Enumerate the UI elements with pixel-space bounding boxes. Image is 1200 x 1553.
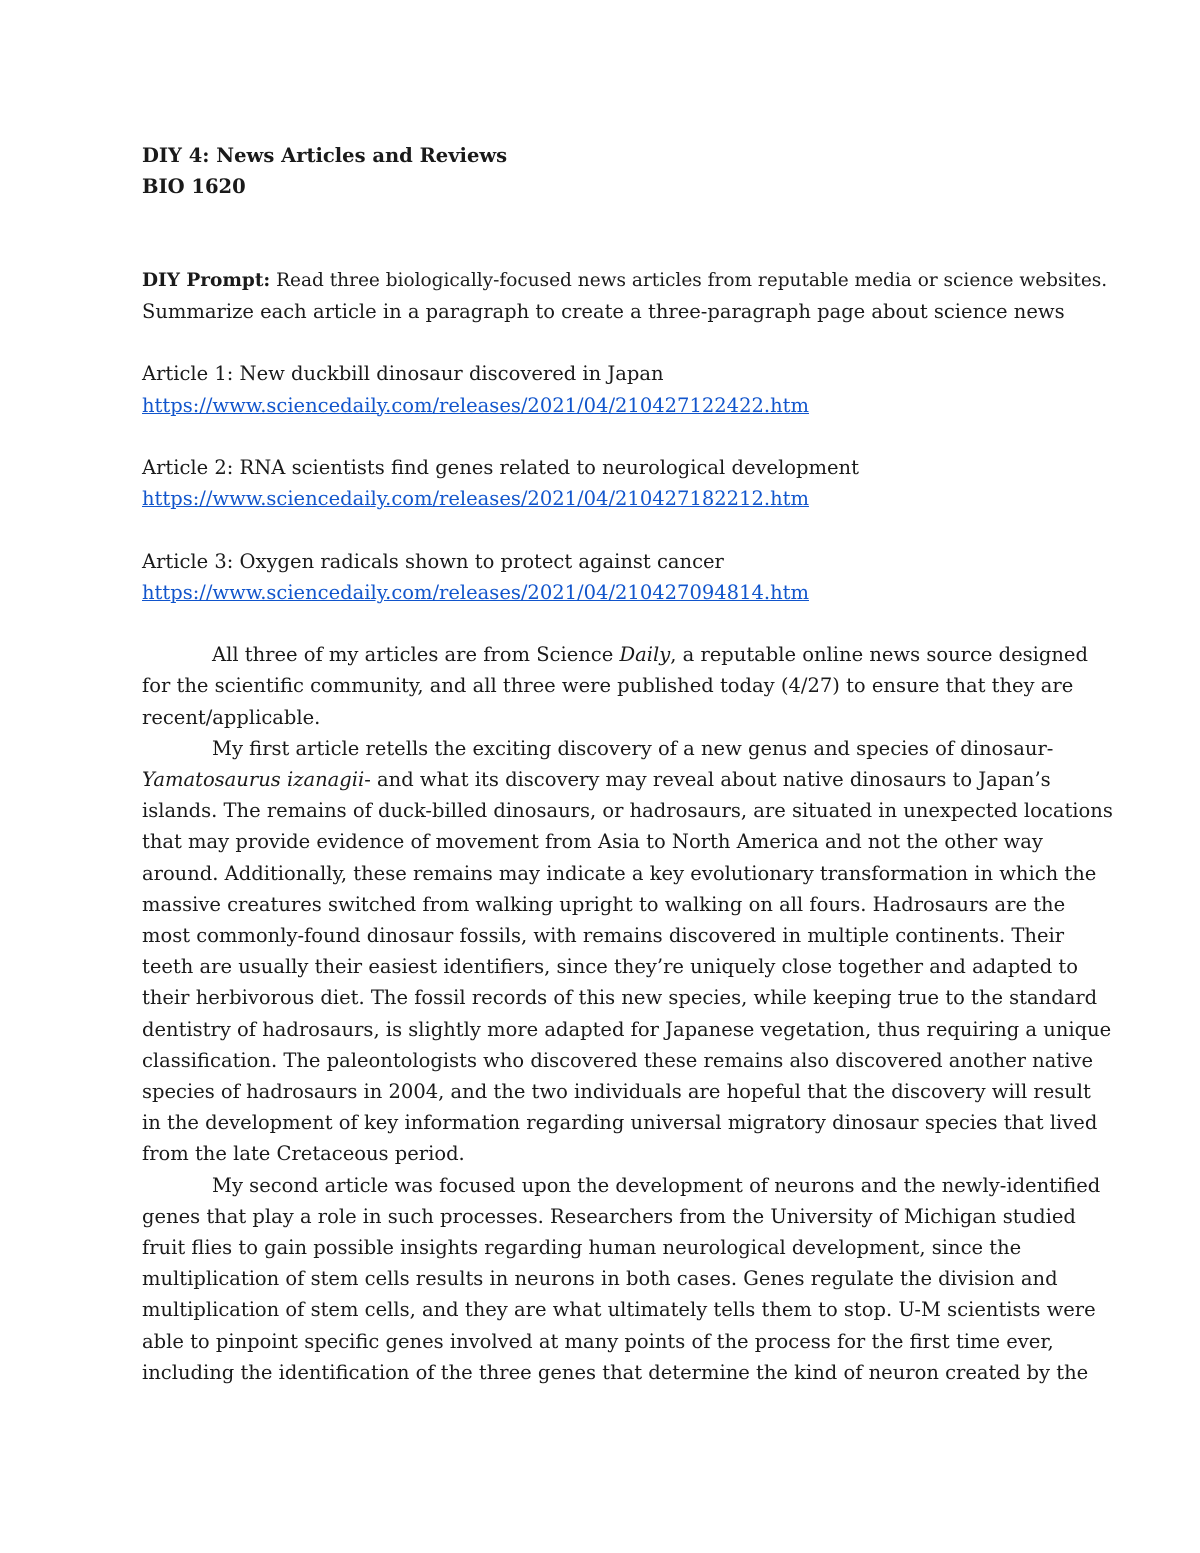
article-1-label: Article 1: New duckbill dinosaur discovered in Japan <box>142 362 664 386</box>
body-line: genes that play a role in such processes. Researchers from the University of Michigan studied <box>142 1204 1076 1228</box>
document-page <box>142 140 1117 1388</box>
body-line: islands. The remains of duck-billed dinosaurs, or hadrosaurs, are situated in unexpected locations <box>142 799 1113 823</box>
body-line: most commonly-found dinosaur fossils, with remains discovered in multiple continents. Their <box>142 924 1065 947</box>
body-line: for the scientific community, and all three were published today (4/27) to ensure that they are <box>142 674 1074 698</box>
body-line: including the identification of the three genes that determine the kind of neuron created by the <box>142 1360 1089 1384</box>
article-3-link[interactable]: https://www.sciencedaily.com/releases/2021/04/210427094814.htm <box>142 580 809 604</box>
article-1-link[interactable]: https://www.sciencedaily.com/releases/2021/04/210427122422.htm <box>142 393 809 417</box>
body-line: multiplication of stem cells results in neurons in both cases. Genes regulate the division and <box>142 1267 1058 1291</box>
prompt-text-1: Read three biologically-focused news articles from reputable media or science websites. <box>270 269 1108 291</box>
body-text: All three of my articles are from Science <box>212 643 620 667</box>
body-line: massive creatures switched from walking upright to walking on all fours. Hadrosaurs are the <box>142 892 1066 916</box>
body-paragraph-2-line-1: My first article retells the exciting discovery of a new genus and species of dinosaur- <box>212 736 1054 760</box>
course-code: BIO 1620 <box>142 175 246 199</box>
species-name: Yamatosaurus izanagii <box>142 767 365 791</box>
prompt-line-2: Summarize each article in a paragraph to create a three-paragraph page about science news <box>142 300 1065 323</box>
article-2-link[interactable]: https://www.sciencedaily.com/releases/2021/04/210427182212.htm <box>142 487 809 511</box>
body-line: their herbivorous diet. The fossil records of this new species, while keeping true to the standard <box>142 986 1098 1010</box>
body-line: that may provide evidence of movement from Asia to North America and not the other way <box>142 830 1043 854</box>
body-line: in the development of key information regarding universal migratory dinosaur species that lived <box>142 1111 1098 1135</box>
body-paragraph-1-line-1 <box>142 639 1117 670</box>
body-paragraph-3-line-1: My second article was focused upon the development of neurons and the newly-identified <box>212 1173 1101 1197</box>
body-text: - and what its discovery may reveal about native dinosaurs to Japan’s <box>364 767 1051 791</box>
article-3-label: Article 3: Oxygen radicals shown to protect against cancer <box>142 549 724 573</box>
source-name: Daily <box>619 643 671 667</box>
body-line: dentistry of hadrosaurs, is slightly more adapted for Japanese vegetation, thus requiring a unique <box>142 1017 1112 1041</box>
body-line: species of hadrosaurs in 2004, and the two individuals are hopeful that the discovery will result <box>142 1080 1091 1104</box>
prompt-line-1 <box>142 265 1117 296</box>
body-line: fruit flies to gain possible insights regarding human neurological development, since the <box>142 1236 1022 1260</box>
body-line: around. Additionally, these remains may indicate a key evolutionary transformation in which the <box>142 861 1097 885</box>
body-line: from the late Cretaceous period. <box>142 1142 465 1166</box>
body-line: classification. The paleontologists who discovered these remains also discovered another native <box>142 1048 1093 1072</box>
document-title: DIY 4: News Articles and Reviews <box>142 144 508 167</box>
prompt-label: DIY Prompt: <box>142 269 271 291</box>
body-line: teeth are usually their easiest identifiers, since they’re uniquely close together and adapted to <box>142 955 1078 979</box>
article-2-label: Article 2: RNA scientists find genes related to neurological development <box>142 455 859 479</box>
body-text: , a reputable online news source designed <box>670 643 1088 667</box>
body-line: able to pinpoint specific genes involved at many points of the process for the first time ever, <box>142 1329 1054 1353</box>
body-line: recent/applicable. <box>142 705 321 729</box>
body-line: multiplication of stem cells, and they are what ultimately tells them to stop. U-M scientists were <box>142 1298 1096 1322</box>
body-line <box>142 764 1117 795</box>
